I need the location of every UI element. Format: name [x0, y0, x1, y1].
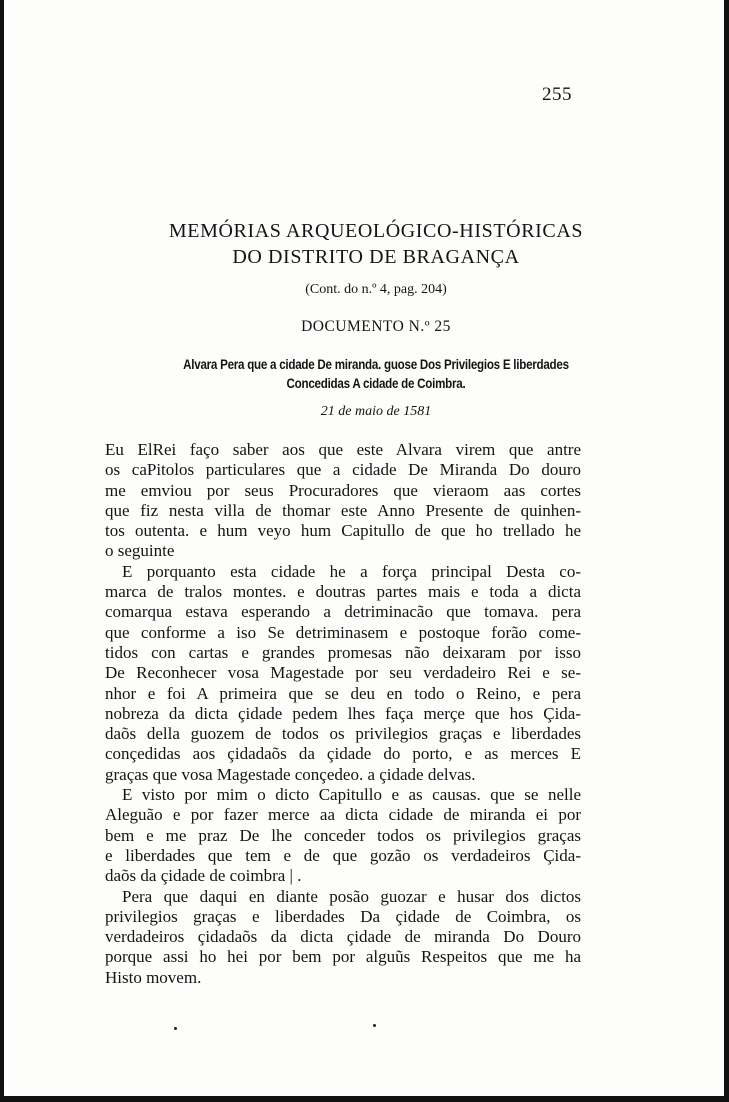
ink-speck	[174, 1027, 177, 1030]
body-line: os caPitolos particulares que a cidade De Miranda Do douro	[105, 460, 581, 480]
body-line: daõs da çidade de coimbra | .	[105, 866, 302, 886]
body-line: nhor e foi A primeira que se deu en todo o Reino, e pera	[105, 683, 581, 703]
document-date: 21 de maio de 1581	[320, 404, 432, 419]
page-number: 255	[542, 84, 572, 105]
body-line: bem e me praz De lhe conceder todos os privilegios graças	[105, 825, 581, 845]
continuation-note: (Cont. do n.º 4, pag. 204)	[305, 282, 447, 297]
document-body	[105, 440, 581, 988]
body-line: e liberdades que tem e de que gozão os verdadeiros Çida-	[105, 845, 581, 865]
ink-speck	[373, 1024, 376, 1027]
body-line: tos outenta. e hum veyo hum Capitullo de que ho trellado he	[105, 521, 581, 541]
body-line: o seguinte	[105, 541, 175, 561]
document-label: DOCUMENTO N.º 25	[301, 318, 451, 335]
body-line: me emviou por seus Procuradores que vieraom aas cortes	[105, 480, 581, 500]
body-line: verdadeiros çidadaõs da dicta çidade de miranda Do Douro	[105, 927, 581, 947]
body-line: Pera que daqui en diante posão guozar e husar dos dictos	[122, 886, 581, 906]
body-line: que fiz nesta villa de thomar este Anno Presente de quinhen-	[105, 500, 581, 520]
body-line: De Reconhecer vosa Magestade por seu verdadeiro Rei e se-	[105, 663, 581, 683]
body-line: E visto por mim o dicto Capitullo e as causas. que se nelle	[122, 785, 581, 805]
title-line-2: DO DISTRITO DE BRAGANÇA	[232, 246, 520, 268]
body-line: graças que vosa Magestade conçedeo. a çidade delvas.	[105, 764, 476, 784]
body-line: Aleguão e por fazer merce aa dicta cidade de miranda ei por	[105, 805, 581, 825]
body-line: privilegios graças e liberdades Da çidade de Coimbra, os	[105, 906, 581, 926]
body-line: comarqua estava esperando a detriminacão que tomava. pera	[105, 602, 581, 622]
title-line-1: MEMÓRIAS ARQUEOLÓGICO-HISTÓRICAS	[168, 220, 584, 242]
body-line: marca de tralos montes. e doutras partes mais e toda a dicta	[105, 582, 581, 602]
document-heading-line-1: Alvara Pera que a cidade De miranda. guose Dos Privilegios E liberdades	[183, 357, 569, 372]
body-line: porque assi ho hei por bem por alguũs Respeitos que me ha	[105, 947, 581, 967]
body-line: tidos con cartas e grandes promesas não deixaram por isso	[105, 642, 581, 662]
body-line: E porquanto esta cidade he a força principal Desta co-	[122, 561, 581, 581]
document-heading-line-2: Concedidas A cidade de Coimbra.	[286, 376, 466, 391]
body-line: daõs della guozem de todos os privilegios graças e liberdades	[105, 724, 581, 744]
body-line: que conforme a iso Se detriminasem e postoque forão come-	[105, 622, 581, 642]
body-line: Histo movem.	[105, 967, 202, 987]
body-line: nobreza da dicta çidade pedem lhes faça merçe que hos Çida-	[105, 703, 581, 723]
body-line: Eu ElRei faço saber aos que este Alvara virem que antre	[105, 440, 581, 459]
body-line: conçedidas aos çidadaõs da çidade do porto, e as merces E	[105, 744, 581, 764]
